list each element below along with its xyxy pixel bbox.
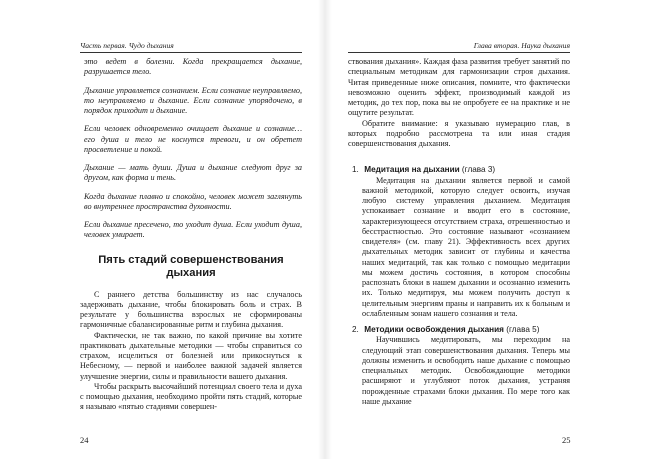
quote: это ведет в болезни. Когда прекращается дыхание, разрушается тело. — [84, 57, 302, 77]
list-item-title — [348, 325, 570, 335]
right-page-body — [348, 57, 570, 407]
spacer — [348, 149, 570, 159]
page-number-right: 25 — [562, 435, 571, 445]
paragraph: Обратите внимание: я указываю нумерацию глав, в которых подробно рассмотрена та или иная стадия совершенствования дыхания. — [348, 118, 570, 148]
quote: Дыхание — мать души. Душа и дыхание следуют друг за другом, как форма и тень. — [84, 163, 302, 183]
page-number-left: 24 — [80, 435, 89, 445]
header-rule-right — [348, 52, 570, 53]
list-item-body — [348, 176, 570, 320]
list-item-title — [348, 165, 570, 175]
list-item-number: 2. — [352, 325, 359, 334]
running-head-left: Часть первая. Чудо дыхания — [80, 41, 174, 50]
list-item-heading: Медитация на дыхании — [364, 165, 460, 175]
quote: Когда дыхание плавно и спокойно, человек может заглянуть во внутреннее пространства духовности. — [84, 191, 302, 211]
list-item-heading: Методики освобождения дыхания — [364, 325, 504, 334]
left-page-body — [80, 57, 302, 413]
chapter-ref: (глава 5) — [503, 325, 540, 334]
paragraph: С раннего детства большинству из нас случалось задерживать дыхание, чтобы блокировать боль и страх. В результате у большинства взрослых не сформированы гармоничные сбалансированные ритм и глубина дыхания. — [80, 289, 302, 330]
list-item-body — [348, 335, 570, 407]
paragraph: Медитация на дыхании является первой и самой важной методикой, которую следует освоить, изучая любую систему управления дыханием. Медитация успокаивает сознание и вводит его в состояние, характеризующееся отсутствием страха, отрешенностью и бесстрастностью. Это состояние называют «сознанием свидетеля» (см. главу 21). Эффективность всех других дыхательных методик зависит от глубины и качества наших медитаций, так как только с помощью медитации мы можем достичь состояния, в котором способны распознать блоки в нашем дыхании и осознанно изменить их. Только медитируя, мы можем получить доступ к целительным энергиям праны и направить их к больным и ослабленным зонам нашего сознания и тела. — [362, 175, 570, 318]
quote: Дыхание управляется сознанием. Если сознание неуправляемо, то неуправляемо и дыхание. Если сознание упорядочено, в порядок приходит и дыхание. — [84, 85, 302, 115]
list-item-number: 1. — [352, 165, 359, 175]
paragraph: Чтобы раскрыть высочайший потенциал своего тела и духа с помощью дыхания, необходимо пройти пять стадий, которые я называю «пятью стадиями совершен- — [80, 381, 302, 412]
header-rule-left — [80, 52, 302, 53]
right-page — [325, 0, 650, 459]
section-heading: Пять стадий совершенствования дыхания — [98, 253, 284, 279]
running-head-right: Глава вторая. Наука дыхания — [473, 41, 570, 50]
paragraph: Научившись медитировать, мы переходим на следующий этап совершенствования дыхания. Теперь мы должны изменить и освободить наше дыхание с помощью специальных методик. Освобождающие методики расширяют и углубляют поток дыхания, устраняя порожденные страхами блоки дыхания. По мере того как наше дыхание — [362, 335, 570, 406]
paragraph: Фактически, не так важно, по какой причине вы хотите практиковать дыхательные методики — чтобы справиться со страхом, исцелиться от болезней или прикоснуться к Небесному, — первой и наиболее важной задачей является улучшение энергии, силы и правильности вашего дыхания. — [80, 330, 302, 381]
quote: Если человек одновременно очищает дыхание и сознание… его душа и тело не коснутся тревоги, и он обретет просветление и покой. — [84, 124, 302, 154]
quote: Если дыхание пресечено, то уходит душа. Если уходит душа, человек умирает. — [84, 220, 302, 240]
chapter-ref: (глава 3) — [459, 165, 496, 175]
paragraph: ствования дыхания». Каждая фаза развития требует занятий по специальным методикам для гармонизации строя дыхания. Читая приведенные ниже описания, помните, что фактически невозможно оценить эффект, производимый каждой из методик, до тех пор, пока вы не опробуете ее на практике и не ощутите результат. — [348, 57, 570, 118]
